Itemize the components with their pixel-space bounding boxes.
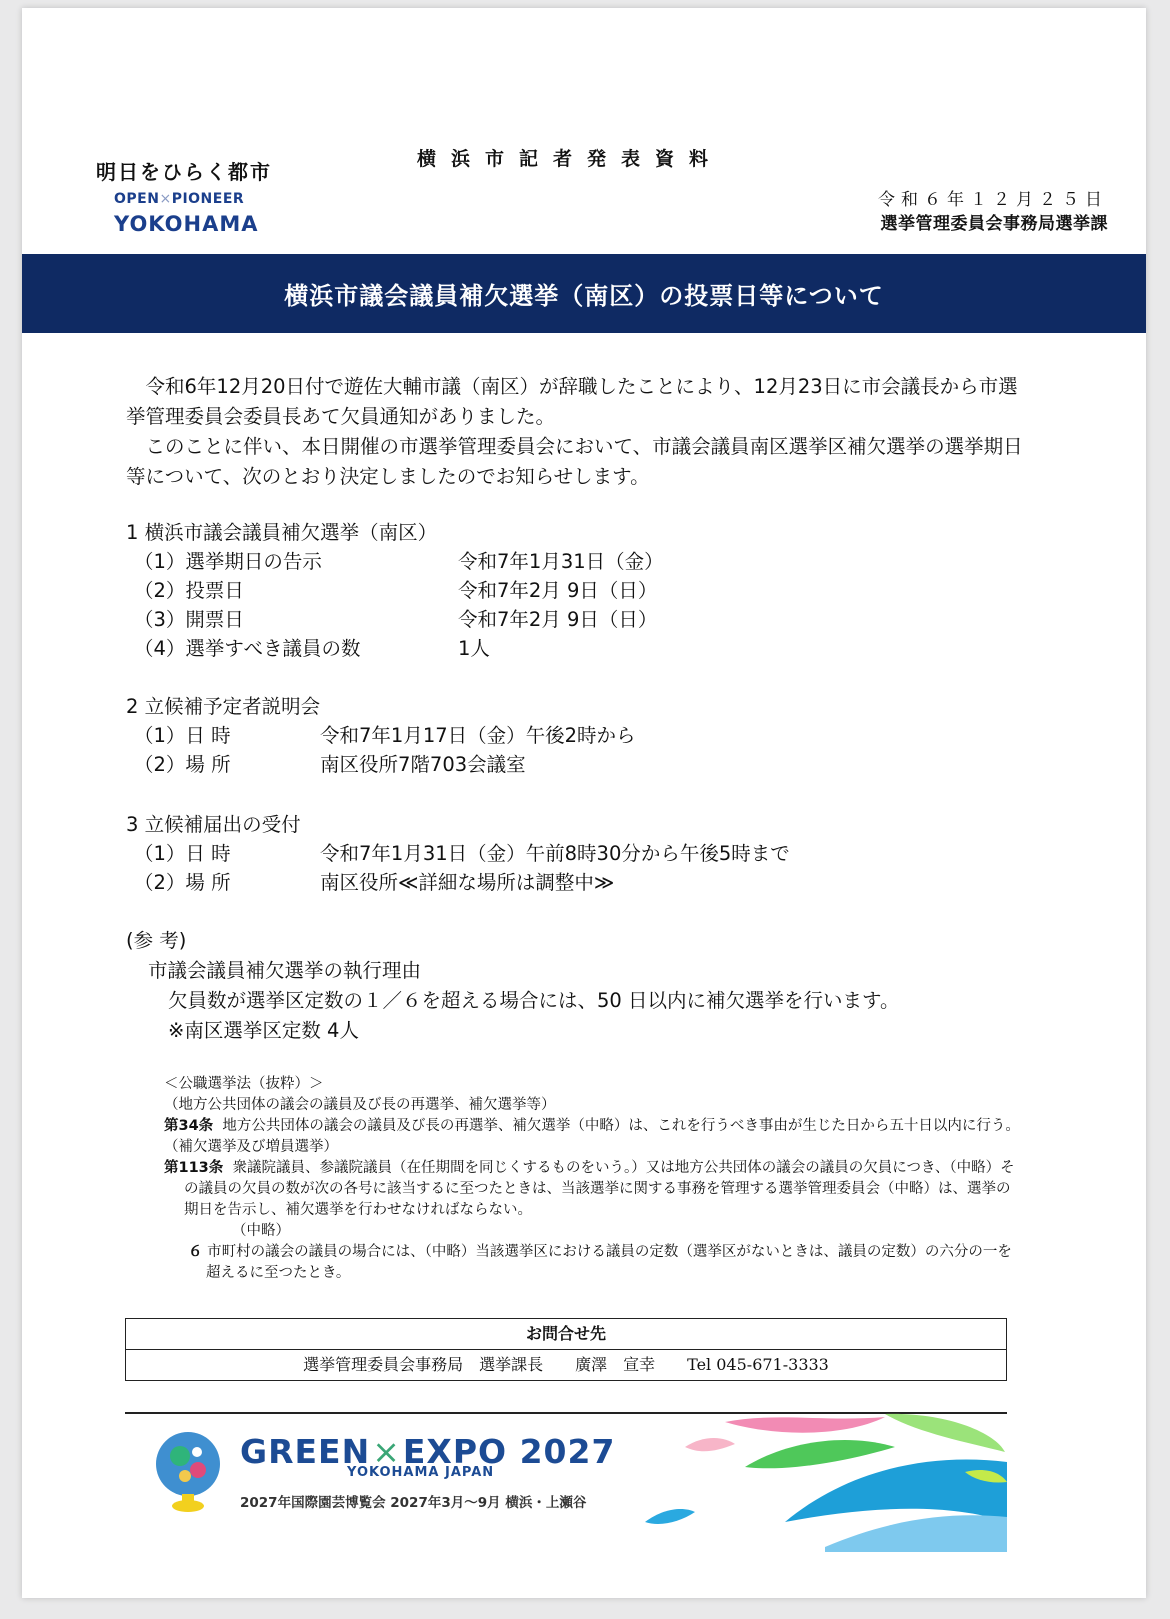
law-title: ＜公職選挙法（抜粋）＞ bbox=[164, 1076, 324, 1092]
law-item-6: ６ 市町村の議会の議員の場合には、（中略）当該選挙区における議員の定数（選挙区がないときは、議員の定数）の六分の一を超えるに至つたとき。 bbox=[188, 1244, 1012, 1281]
section-item: （1）日 時 令和7年1月17日（金）午後2時から bbox=[134, 724, 636, 747]
intro-paragraph: このことに伴い、本日開催の市選挙管理委員会において、市議会議員南区選挙区補欠選挙の選挙期日等について、次のとおり決定しましたのでお知らせします。 bbox=[126, 435, 1023, 488]
reference-note: ※南区選挙区定数 4人 bbox=[168, 1019, 359, 1042]
section-item: （2）場 所 南区役所7階703会議室 bbox=[134, 753, 526, 776]
city-slogan: 明日をひらく都市 bbox=[96, 160, 272, 184]
section-item: （3）開票日 令和7年2月 9日（日） bbox=[134, 608, 658, 631]
contact-box bbox=[125, 1318, 1007, 1381]
reference-section bbox=[126, 926, 899, 1046]
intro-paragraph: 令和6年12月20日付で遊佐大輔市議（南区）が辞職したことにより、12月23日に市会議長から市選挙管理委員会委員長あて欠員通知がありました。 bbox=[126, 375, 1018, 428]
contact-details: 選挙管理委員会事務局 選挙課長 廣澤 宣幸 Tel 045-671-3333 bbox=[303, 1355, 829, 1374]
logo-x-mark: × bbox=[159, 191, 172, 207]
intro-paragraphs bbox=[126, 372, 1036, 492]
yokohama-logo: YOKOHAMA bbox=[114, 212, 259, 236]
section-item: （1）選挙期日の告示 令和7年1月31日（金） bbox=[134, 550, 664, 573]
law-excerpt bbox=[142, 1074, 1022, 1284]
section-heading: 3 立候補届出の受付 bbox=[126, 813, 301, 836]
expo-info: 2027年国際園芸博覧会 2027年3月～9月 横浜・上瀬谷 bbox=[240, 1495, 587, 1511]
expo-subtitle: YOKOHAMA JAPAN bbox=[347, 1465, 495, 1480]
law-article-113: 第113条 衆議院議員、参議院議員（在任期間を同じくするものをいう。）又は地方公共団体の議会の議員の欠員につき、（中略）その議員の欠員の数が次の各号に該当するに至つたときは、当該選挙に関する事務を管理する選挙管理委員会（中略）は、選挙の期日を告示し、補欠選挙を行わせなければならない。 bbox=[164, 1160, 1015, 1218]
section-candidacy-filing bbox=[126, 810, 790, 897]
section-item: （2）投票日 令和7年2月 9日（日） bbox=[134, 579, 658, 602]
contact-heading: お問合せ先 bbox=[126, 1319, 1006, 1350]
expo-title: GREEN×EXPO 2027 bbox=[240, 1432, 616, 1471]
document-title: 横浜市議会議員補欠選挙（南区）の投票日等について bbox=[284, 282, 884, 310]
logo-pioneer-text: PIONEER bbox=[171, 191, 245, 207]
section-heading: 2 立候補予定者説明会 bbox=[126, 695, 321, 718]
section-by-election bbox=[126, 518, 664, 663]
green-expo-banner bbox=[125, 1412, 1007, 1552]
title-banner bbox=[22, 254, 1146, 333]
law-article-34: 第34条 地方公共団体の議会の議員及び長の再選挙、補欠選挙（中略）は、これを行うべき事由が生じた日から五十日以内に行う。 bbox=[164, 1118, 1020, 1134]
section-heading: 1 横浜市議会議員補欠選挙（南区） bbox=[126, 521, 438, 544]
press-release-heading: 横浜市記者発表資料 bbox=[417, 148, 724, 170]
issuing-department: 選挙管理委員会事務局選挙課 bbox=[880, 214, 1108, 234]
law-omission: （中略） bbox=[232, 1223, 290, 1239]
expo-decoration-shapes bbox=[645, 1414, 1007, 1552]
law-caption: （補欠選挙及び増員選挙） bbox=[164, 1139, 338, 1155]
reference-reason: 欠員数が選挙区定数の１／６を超える場合には、50 日以内に補欠選挙を行います。 bbox=[168, 989, 900, 1012]
section-item: （1）日 時 令和7年1月31日（金）午前8時30分から午後5時まで bbox=[134, 842, 790, 865]
expo-mascot-icon bbox=[156, 1432, 220, 1512]
section-item: （2）場 所 南区役所≪詳細な場所は調整中≫ bbox=[134, 871, 615, 894]
section-candidate-briefing bbox=[126, 692, 636, 779]
release-date: 令和６年１２月２５日 bbox=[878, 190, 1108, 210]
document-page bbox=[22, 8, 1146, 1598]
open-pioneer-logo bbox=[114, 191, 244, 207]
logo-open-text: OPEN bbox=[114, 191, 160, 207]
section-item: （4）選挙すべき議員の数 1人 bbox=[134, 637, 490, 660]
reference-heading: (参 考) bbox=[126, 929, 187, 952]
reference-subheading: 市議会議員補欠選挙の執行理由 bbox=[148, 959, 422, 982]
law-caption: （地方公共団体の議会の議員及び長の再選挙、補欠選挙等） bbox=[164, 1097, 556, 1113]
